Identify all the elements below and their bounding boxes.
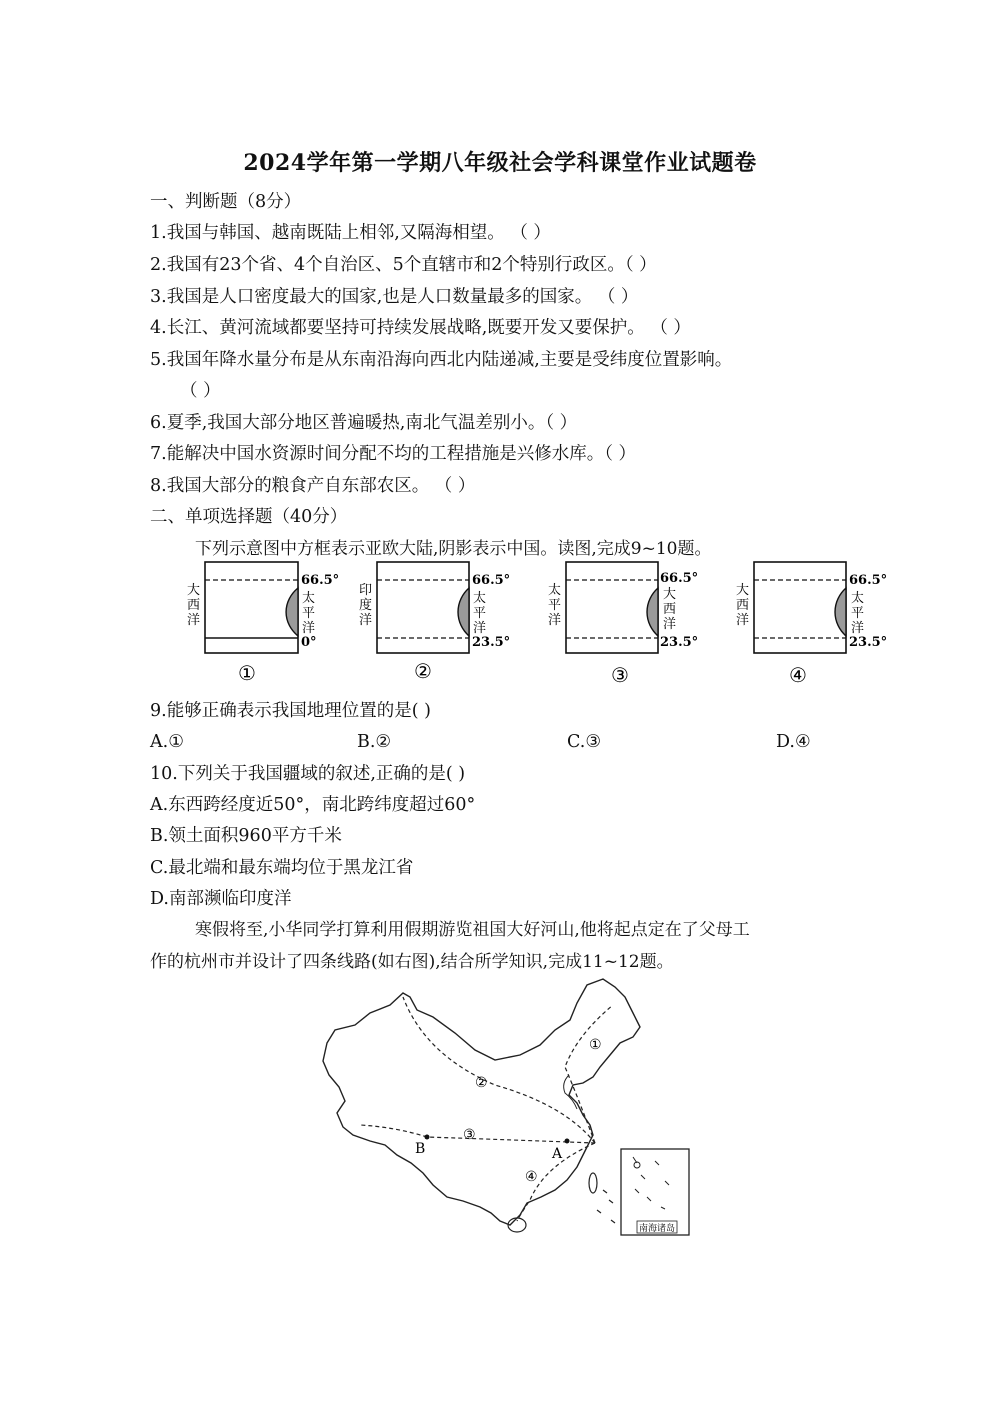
diagram-2-right-c2: 平 <box>473 606 487 621</box>
judge-item-8: 8.我国大部分的粮食产自东部农区。 （ ） <box>150 476 476 496</box>
island-dashes <box>597 1190 615 1223</box>
q10-option-a: A.东西跨经度近50°，南北跨纬度超过60° <box>150 795 476 815</box>
judge-item-5: 5.我国年降水量分布是从东南沿海向西北内陆递减,主要是受纬度位置影响。 <box>150 350 733 370</box>
diagram-3-right-c3: 洋 <box>663 617 677 632</box>
route-3-label: ③ <box>463 1127 476 1143</box>
q9-option-c: C.③ <box>567 732 602 752</box>
passage-line-2: 作的杭州市并设计了四条线路(如右图),结合所学知识,完成11~12题。 <box>150 952 674 972</box>
section1-heading: 一、判断题（8分） <box>150 192 302 212</box>
route-3-line <box>360 1125 595 1143</box>
diagram-1-number: ① <box>238 661 256 685</box>
judge-item-4: 4.长江、黄河流域都要坚持可持续发展战略,既要开发又要保护。 （ ） <box>150 318 691 338</box>
diagram-1-right-c2: 平 <box>302 606 316 621</box>
diagram-4-left-c2: 西 <box>736 598 750 613</box>
point-a-label: A <box>552 1146 563 1162</box>
diagram-2-left-c1: 印 <box>359 583 373 598</box>
route-4-label: ④ <box>525 1169 538 1185</box>
diagram-1-left-label-c1: 大 <box>187 583 201 598</box>
q9-option-a: A.① <box>150 732 184 752</box>
q10-stem: 10.下列关于我国疆域的叙述,正确的是( ) <box>150 764 466 784</box>
diagram-3-left-c2: 平 <box>548 598 562 613</box>
judge-item-3: 3.我国是人口密度最大的国家,也是人口数量最多的国家。 （ ） <box>150 287 639 307</box>
section2-heading: 二、单项选择题（40分） <box>150 507 348 527</box>
diagram-4-right-c2: 平 <box>851 606 865 621</box>
location-diagram-3 <box>541 558 699 692</box>
china-outline <box>323 979 640 1225</box>
diagram-2-left-c2: 度 <box>359 598 373 613</box>
inset-label: 南海诸岛 <box>639 1224 676 1234</box>
judge-item-5-bracket: （ ） <box>180 381 221 401</box>
diagram-3-left-c1: 太 <box>548 583 562 598</box>
diagram-1-right-c3: 洋 <box>302 621 316 636</box>
diagram-1-left-label-c2: 西 <box>187 598 201 613</box>
diagram-4-top-lat: 66.5° <box>849 573 888 588</box>
diagram-4-right-c3: 洋 <box>851 621 865 636</box>
diagram-1-top-lat: 66.5° <box>301 573 340 588</box>
diagram-2-right-c1: 太 <box>473 591 487 606</box>
passage-line-1: 寒假将至,小华同学打算利用假期游览祖国大好河山,他将起点定在了父母工 <box>195 920 750 940</box>
location-diagram-1 <box>180 558 340 692</box>
point-b-marker <box>425 1135 430 1140</box>
diagram-2-number: ② <box>414 659 432 683</box>
location-diagram-4 <box>729 558 899 692</box>
point-b-label: B <box>415 1141 426 1157</box>
diagram-3-bottom-lat: 23.5° <box>660 635 699 650</box>
judge-item-7: 7.能解决中国水资源时间分配不均的工程措施是兴修水库。（ ） <box>150 444 637 464</box>
diagram-2-right-c3: 洋 <box>473 621 487 636</box>
diagram-3-number: ③ <box>611 663 629 687</box>
diagram-3-top-lat: 66.5° <box>660 571 699 586</box>
diagram-4-right-c1: 太 <box>851 591 865 606</box>
diagram-4-left-c1: 大 <box>736 583 750 598</box>
diagram-1-left-label-c3: 洋 <box>187 613 201 628</box>
diagram-4-number: ④ <box>789 663 807 687</box>
diagram-1-right-c1: 太 <box>302 591 316 606</box>
point-a-marker <box>565 1139 570 1144</box>
diagram-1-bottom-lat: 0° <box>301 635 317 650</box>
q9-option-d: D.④ <box>776 732 811 752</box>
location-diagram-2 <box>352 558 511 692</box>
route-1-line <box>565 1005 613 1143</box>
judge-item-2: 2.我国有23个省、4个自治区、5个直辖市和2个特别行政区。（ ） <box>150 255 657 275</box>
q10-option-c: C.最北端和最东端均位于黑龙江省 <box>150 858 414 878</box>
page-title: 2024学年第一学期八年级社会学科课堂作业试题卷 <box>243 150 757 176</box>
china-route-map <box>315 975 695 1244</box>
diagram-intro: 下列示意图中方框表示亚欧大陆,阴影表示中国。读图,完成9~10题。 <box>195 539 712 559</box>
q9-stem: 9.能够正确表示我国地理位置的是( ) <box>150 701 431 721</box>
diagram-3-left-c3: 洋 <box>548 613 562 628</box>
diagram-2-top-lat: 66.5° <box>472 573 511 588</box>
route-2-label: ② <box>475 1075 488 1091</box>
diagram-3-right-c2: 西 <box>663 602 677 617</box>
diagram-4-left-c3: 洋 <box>736 613 750 628</box>
q10-option-d: D.南部濒临印度洋 <box>150 889 292 909</box>
diagram-2-left-c3: 洋 <box>359 613 373 628</box>
taiwan-island <box>589 1173 597 1193</box>
judge-item-6: 6.夏季,我国大部分地区普遍暖热,南北气温差别小。（ ） <box>150 413 578 433</box>
route-1-label: ① <box>589 1037 602 1053</box>
diagram-4-bottom-lat: 23.5° <box>849 635 888 650</box>
q10-option-b: B.领土面积960平方千米 <box>150 826 342 846</box>
judge-item-1: 1.我国与韩国、越南既陆上相邻,又隔海相望。 （ ） <box>150 223 551 243</box>
diagram-2-bottom-lat: 23.5° <box>472 635 511 650</box>
diagram-3-right-c1: 大 <box>663 587 677 602</box>
q9-option-b: B.② <box>357 732 392 752</box>
